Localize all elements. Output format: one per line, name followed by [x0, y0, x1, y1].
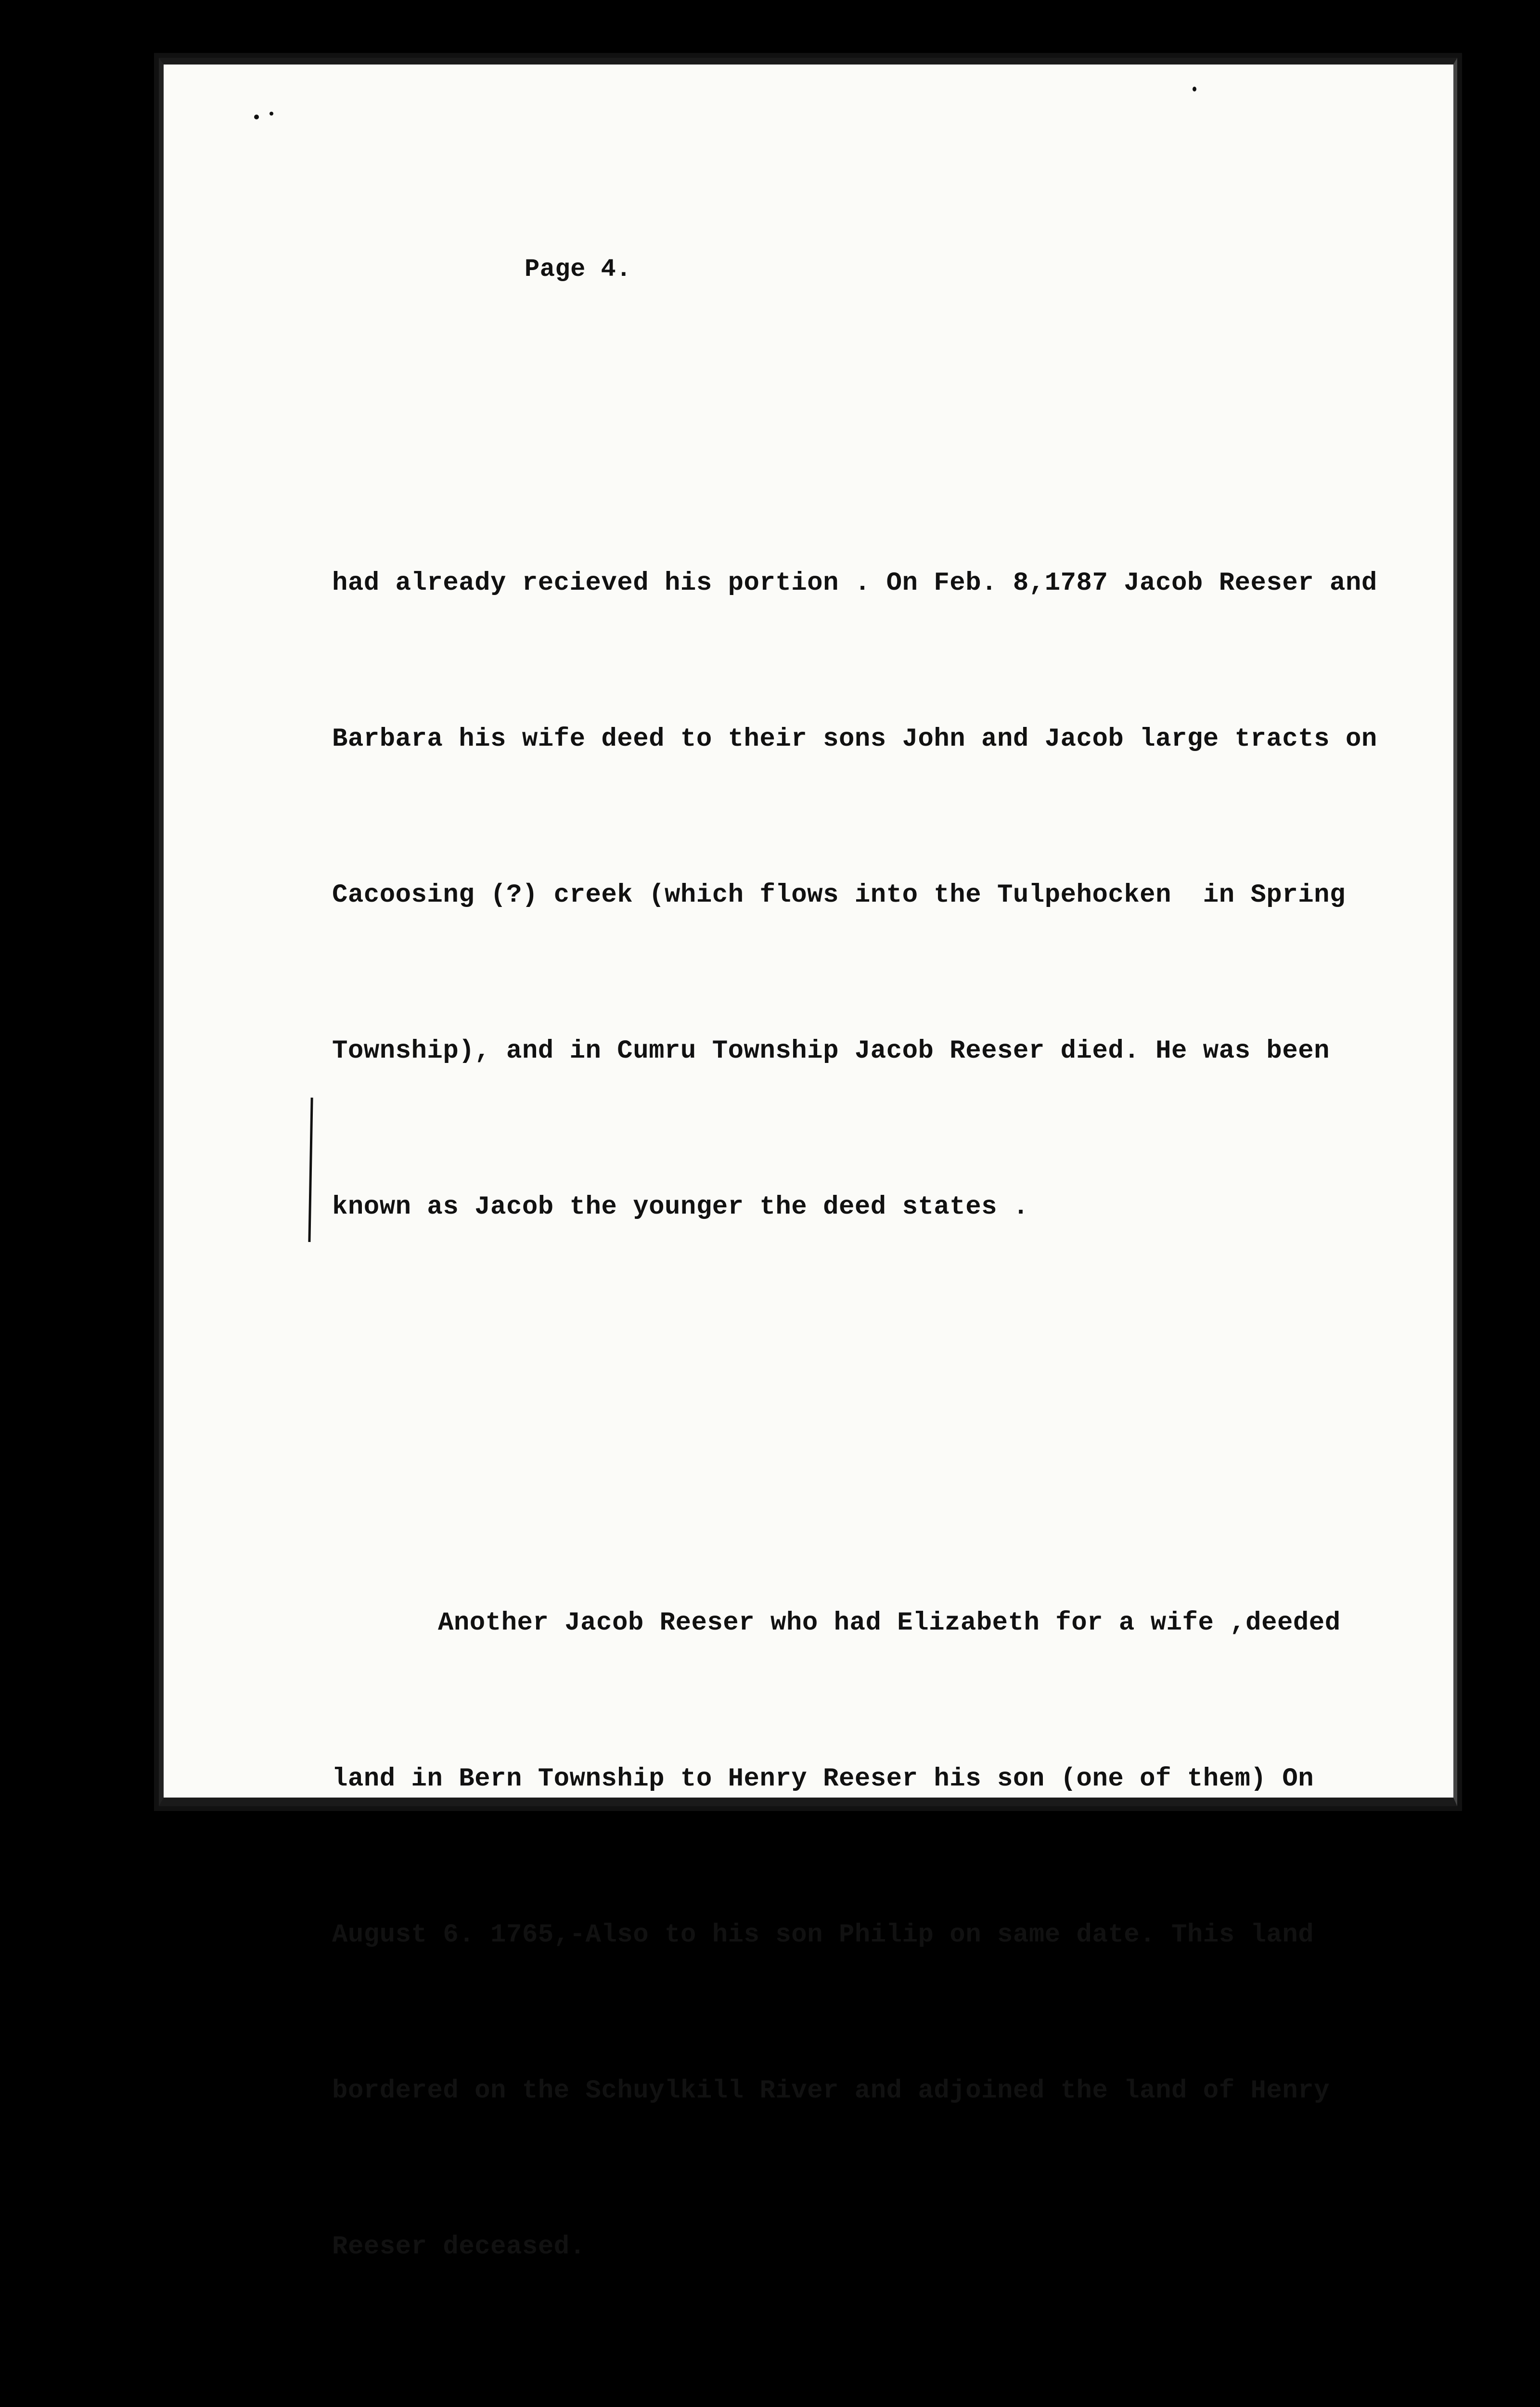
- scan-speck: [270, 112, 273, 116]
- text-line: known as Jacob the younger the deed states .: [332, 1192, 1029, 1222]
- scan-speck: [254, 115, 259, 119]
- text-line: Cacoosing (?) creek (which flows into the Tulpehocken in Spring: [332, 880, 1346, 910]
- text-line: Barbara his wife deed to their sons John and Jacob large tracts on: [332, 725, 1377, 754]
- page-number: Page 4.: [525, 255, 631, 284]
- paragraph-1: [332, 453, 1377, 1337]
- text-line: Another Jacob Reeser who had Elizabeth for a wife ,deeded: [438, 1608, 1341, 1638]
- letter-body: [332, 140, 1377, 2407]
- paragraph-2: [332, 1493, 1367, 2377]
- text-line: bordered on the Schuylkill River and adjoined the land of Henry: [332, 2076, 1330, 2106]
- text-line: had already recieved his portion . On Feb. 8,1787 Jacob Reeser and: [332, 569, 1377, 598]
- text-line: land in Bern Township to Henry Reeser his son (one of them) On: [332, 1764, 1314, 1794]
- text-line: Reeser deceased.: [332, 2232, 586, 2262]
- scan-speck: [1193, 87, 1196, 91]
- text-line: August 6. 1765,-Also to his son Philip on same date. This land: [332, 1920, 1314, 1950]
- text-line: Township), and in Cumru Township Jacob Reeser died. He was been: [332, 1036, 1330, 1066]
